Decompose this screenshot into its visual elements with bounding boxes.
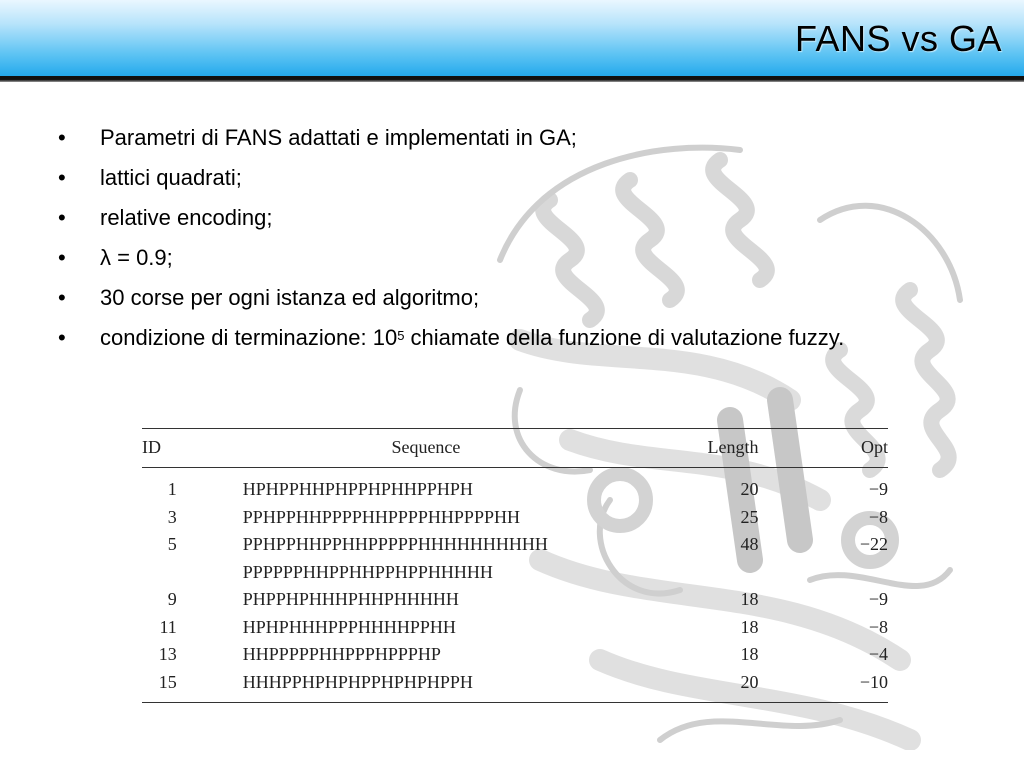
table-row bbox=[142, 586, 888, 614]
cell-sequence: HHPPPPPHHPPPHPPPHP bbox=[242, 644, 441, 664]
cell-id: 3 bbox=[167, 506, 177, 527]
slide-title: FANS vs GA bbox=[794, 18, 1002, 59]
cell-length: 48 bbox=[740, 534, 759, 554]
cell-length: 25 bbox=[740, 506, 759, 527]
table-row bbox=[142, 669, 888, 703]
bullet-text-before: condizione di terminazione: 10 bbox=[100, 325, 398, 350]
cell-length: 18 bbox=[740, 644, 759, 664]
bullet-list bbox=[58, 122, 858, 362]
sequence-table bbox=[142, 428, 888, 703]
cell-sequence: HPHPPHHPHPPHPHHPPHPH bbox=[242, 479, 473, 499]
cell-sequence: PPHPPHHPPHHPPPPPHHHHHHHHHH bbox=[242, 534, 548, 554]
header-id: ID bbox=[142, 429, 177, 468]
cell-sequence: PHPPHPHHHPHHPHHHHH bbox=[242, 589, 459, 609]
table-row bbox=[142, 468, 888, 504]
cell-opt: −8 bbox=[868, 616, 888, 637]
header-sequence: Sequence bbox=[177, 429, 675, 468]
cell-id: 1 bbox=[167, 479, 177, 499]
bullet-item: • 30 corse per ogni istanza ed algoritmo; bbox=[58, 282, 858, 314]
cell-opt: −22 bbox=[859, 534, 888, 554]
table-row bbox=[142, 614, 888, 642]
bullet-item bbox=[58, 322, 858, 354]
bullet-text-after: chiamate della funzione di valutazione fuzzy. bbox=[404, 325, 845, 350]
cell-length: 20 bbox=[740, 479, 759, 499]
cell-id: 13 bbox=[158, 644, 177, 664]
table-header-row bbox=[142, 429, 888, 468]
cell-opt: −8 bbox=[868, 506, 888, 527]
cell-sequence: HPHPHHHPPPHHHHPPHH bbox=[242, 616, 456, 637]
bullet-item: • Parametri di FANS adattati e implementati in GA; bbox=[58, 122, 858, 154]
cell-opt: −9 bbox=[868, 479, 888, 499]
bullet-superscript: 5 bbox=[397, 328, 405, 343]
cell-length: 18 bbox=[740, 589, 759, 609]
cell-id: 11 bbox=[159, 616, 177, 637]
table-row bbox=[142, 504, 888, 532]
table-row bbox=[142, 531, 888, 559]
cell-opt: −4 bbox=[868, 644, 888, 664]
cell-sequence: PPPPPPHHPPHHPPHPPHHHHH bbox=[242, 561, 493, 582]
cell-opt bbox=[758, 559, 888, 587]
cell-length bbox=[675, 559, 758, 587]
header-divider bbox=[0, 76, 1024, 82]
cell-length: 18 bbox=[740, 616, 759, 637]
cell-id bbox=[142, 559, 177, 587]
cell-length: 20 bbox=[675, 669, 758, 703]
cell-id: 5 bbox=[167, 534, 177, 554]
cell-id: 15 bbox=[142, 669, 177, 703]
header-length: Length bbox=[675, 429, 758, 468]
cell-sequence: HHHPPHPHPHPPHPHPHPPH bbox=[177, 669, 675, 703]
bullet-item: • lattici quadrati; bbox=[58, 162, 858, 194]
cell-opt: −9 bbox=[868, 589, 888, 609]
bullet-item: • relative encoding; bbox=[58, 202, 858, 234]
bullet-item: • λ = 0.9; bbox=[58, 242, 858, 274]
header-opt: Opt bbox=[758, 429, 888, 468]
cell-opt: −10 bbox=[758, 669, 888, 703]
cell-sequence: PPHPPHHPPPPHHPPPPHHPPPPHH bbox=[242, 506, 520, 527]
cell-id: 9 bbox=[167, 589, 177, 609]
table-body bbox=[142, 468, 888, 703]
table-row bbox=[142, 559, 888, 587]
table-row bbox=[142, 641, 888, 669]
